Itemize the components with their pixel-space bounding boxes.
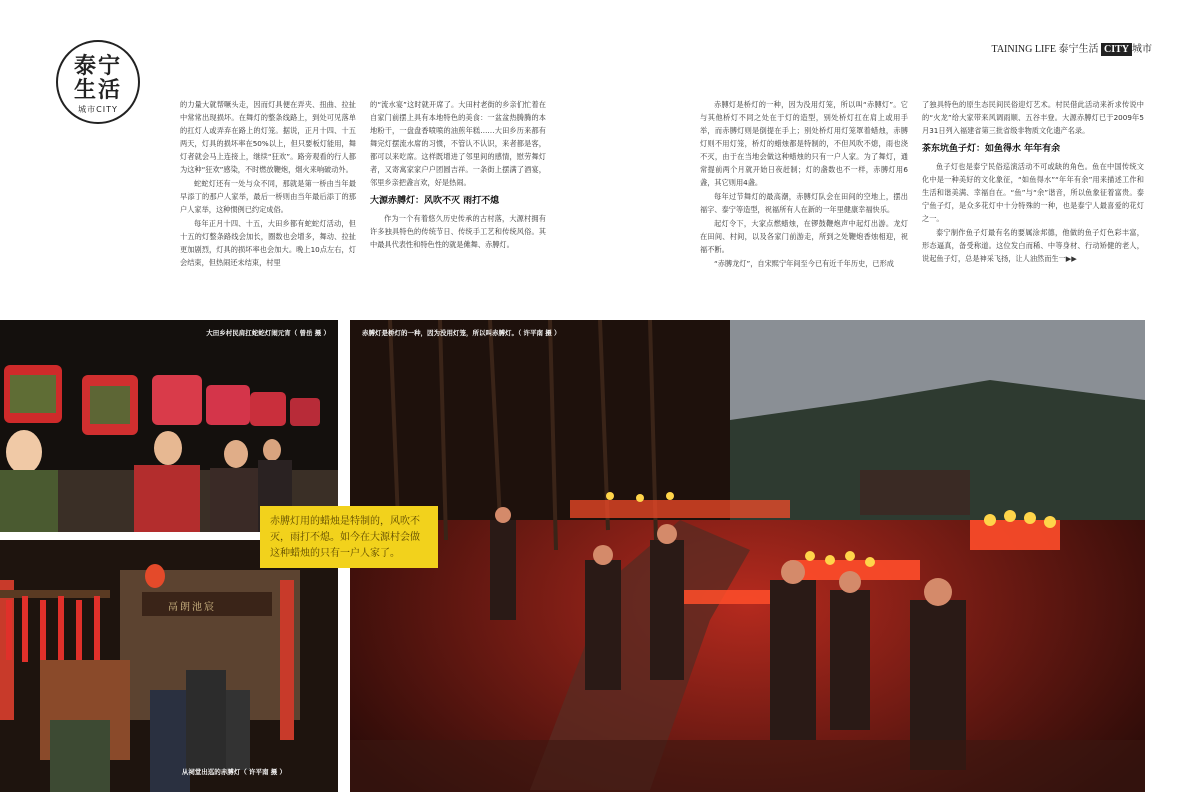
logo-title: 泰宁 生活 <box>73 53 122 103</box>
section-logo <box>56 40 140 124</box>
paragraph: 每年正月十四、十五，大田乡都有蛇蛇灯活动，但十五的灯整条路线会加长，圈数也会增多，舞动、拉扯更加剧烈，灯具的损坏率也会加大。晚上10点左右，灯会结束，但热闹还未结束，村里 <box>180 219 356 267</box>
text-column-4 <box>922 98 1144 266</box>
logo-subtitle: 城市CITY <box>78 105 118 114</box>
section-heading: 茶东坑鱼子灯：如鱼得水 年年有余 <box>922 144 1061 154</box>
paragraph: 的力量大就帮噘头走，因而灯具便在弄夹、扭曲、拉扯中常常出现损坏。在舞灯的整条线路上，到处可见落单的扛灯人或弄弃在路上的灯笼。据说，正月十四、十五两天，灯具的损坏率在50%以上，但只要板灯能用，舞灯者就会马上连接上，继续“狂欢”。路旁观看的行人都为这种“狂欢”感染，不时燃放鞭炮，烟火来响破动外。 <box>180 100 356 174</box>
section-heading: 大源赤膊灯：风吹不灭 雨打不熄 <box>370 196 500 206</box>
paragraph: 起灯令下，大家点燃蜡烛，在锣鼓鞭炮声中起灯出游。龙灯在田间、村间，以及各家门前游走，所到之处鞭炮香烛相迎，祝福不断。 <box>700 219 908 254</box>
text-column-2 <box>370 98 546 252</box>
photo-ancestral-hall <box>0 540 338 792</box>
hall-sign: 鬲朗池宸 <box>168 602 216 613</box>
paragraph: 的“流水宴”这时就开席了。大田村老街的乡亲们忙着在自家门前摆上具有本地特色的美食：一盆盆热腾腾的本地粉干，一盘盘香喷喷的油煎年糕……大田乡历来都有舞完灯摆流水席的习惯，不管认不认识，来者都是客，都可以来吃席。这样既增进了邻里间的感情，慰劳舞灯者，又寄寓家家户户团圆吉祥。一条街上摆满了酒宴，邻里乡亲把盏言欢，好是热闹。 <box>370 100 546 187</box>
section-header-english: TAINING LIFE <box>991 44 1056 55</box>
paragraph: 鱼子灯也是泰宁民俗巡演活动不可或缺的角色。鱼在中国传统文化中是一种美好的文化象征，“如鱼得水”“年年有余”用来描述工作和生活和谐美满、幸福自在。“鱼”与“余”谐音，所以鱼象征着富贵。泰宁鱼子灯，是众多花灯中十分特殊的一种，也是泰宁人最喜爱的花灯之一。 <box>922 162 1144 223</box>
section-header-chinese: 泰宁生活 <box>1058 44 1099 55</box>
photo-bare-lantern-procession <box>350 320 1145 792</box>
section-chip-suffix: 城市 <box>1132 44 1152 55</box>
text-column-1 <box>180 98 356 270</box>
text-column-3 <box>700 98 908 271</box>
photo-caption: 赤膊灯是桥灯的一种，因为没用灯笼，所以叫赤膊灯。（ 许平南 摄 ） <box>362 329 561 337</box>
photo-caption: 从祠堂出巡的赤膊灯（ 许平南 摄 ） <box>181 768 286 776</box>
paragraph: 了独具特色的原生态民间民俗迎灯艺术。村民借此活动来祈求传说中的“火龙”给大家带来风调雨顺、五谷丰登。大源赤膊灯已于2009年5月31日列入福建省第三批省级非物质文化遗产名录。 <box>922 100 1144 135</box>
pull-quote: 赤膊灯用的蜡烛是特制的，风吹不灭，雨打不熄。如今在大源村会做这种蜡烛的只有一户人家了。 <box>260 506 438 568</box>
section-header <box>992 40 1152 55</box>
paragraph: 蛇蛇灯还有一处与众不同，那就是第一桥由当年最早添丁的那户人家举，最后一桥则由当年最后添丁的那户人家举，这种惯例已约定成俗。 <box>180 179 356 214</box>
paragraph: 泰宁制作鱼子灯最有名的要属涂邦德，他做的鱼子灯色彩丰富，形态逼真，备受称道。这位发白而稀、中等身材、行动矫健的老人，说起鱼子灯，总是神采飞扬，让人油然而生一▶▶ <box>922 228 1144 263</box>
paragraph: 赤膊灯是桥灯的一种，因为没用灯笼，所以叫“赤膊灯”。它与其他桥灯不同之处在于灯的造型，别处桥灯扛在肩上或用手举，而赤膊灯则是倒提在手上；别处桥灯用灯笼罩着蜡烛，赤膊灯则不用灯笼，桥灯的蜡烛都是特制的，不但风吹不熄，雨也浇不灭，由于在当地会做这种蜡烛的只有一户人家。为了舞灯，通常提前两个月就开始日夜赶制；灯的盏数也不一样，赤膊灯用6盏，其它则用4盏。 <box>700 100 908 187</box>
photo-snake-lantern <box>0 320 338 532</box>
paragraph: 每年过节舞灯的最高潮，赤膊灯队会在田间的空地上，摆出福字、泰宁等造型，祝福所有人在新的一年里健康幸福快乐。 <box>700 192 908 214</box>
photo-caption: 大田乡村民肩扛蛇蛇灯闹元宵（ 曾岳 摄 ） <box>206 329 330 337</box>
paragraph: 作为一个有着悠久历史传承的古村落，大源村拥有许多独具特色的传统节日、传统手工艺和传统风俗。其中最具代表性和特色性的就是傩舞、赤膊灯。 <box>370 214 546 249</box>
paragraph: “赤膊龙灯”，自宋熙宁年间至今已有近千年历史，已形成 <box>714 259 894 268</box>
section-chip: CITY <box>1101 43 1132 56</box>
